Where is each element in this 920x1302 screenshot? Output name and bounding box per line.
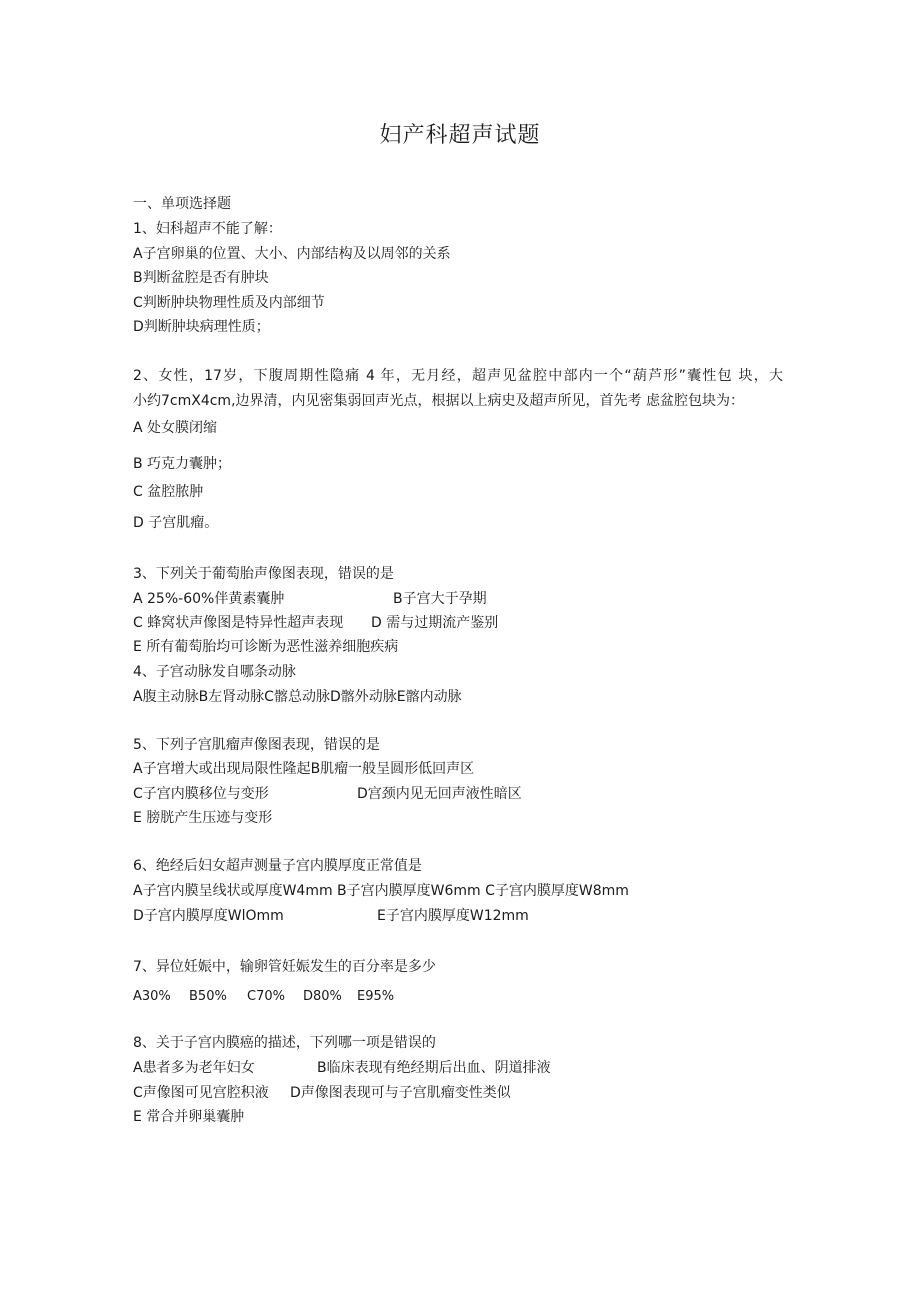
q2-option-d: D 子宫肌瘤。 <box>133 515 219 531</box>
q5-option-d: D宫颈内见无回声液性暗区 <box>357 786 522 802</box>
q2-option-b: B 巧克力囊肿； <box>133 456 232 472</box>
q1-option-d: D判断肿块病理性质； <box>133 319 270 335</box>
q1-option-c: C判断肿块物理性质及内部细节 <box>133 295 325 311</box>
q6-options-abc: A子宫内膜呈线状或厚度W4mm B子宫内膜厚度W6mm C子宫内膜厚度W8mm <box>133 883 629 899</box>
q7-option-b: B50% <box>189 989 227 1004</box>
q3-stem: 3、下列关于葡萄胎声像图表现，错误的是 <box>133 566 394 582</box>
q3-option-e: E 所有葡萄胎均可诊断为恶性滋养细胞疾病 <box>133 639 399 655</box>
q6-option-e: E子宫内膜厚度W12mm <box>377 908 529 924</box>
q7-option-d: D80% <box>303 989 342 1004</box>
q8-option-b: B临床表现有绝经期后出血、阴道排液 <box>317 1060 551 1076</box>
q3-option-a: A 25%-60%伴黄素囊肿 <box>133 591 285 607</box>
q5-options-ab: A子宫增大或出现局限性隆起B肌瘤一般呈圆形低回声区 <box>133 761 475 777</box>
q4-stem: 4、子宫动脉发自哪条动脉 <box>133 664 296 680</box>
q6-stem: 6、绝经后妇女超声测量子宫内膜厚度正常值是 <box>133 858 422 874</box>
q2-stem-line1: 2、女性，17岁，下腹周期性隐痛 4 年，无月经，超声见盆腔中部内一个“葫芦形”囊性包 块，大 <box>133 368 783 384</box>
q1-option-b: B判断盆腔是否有肿块 <box>133 270 269 286</box>
q8-option-e: E 常合并卵巢囊肿 <box>133 1109 245 1125</box>
q1-stem: 1、妇科超声不能了解： <box>133 221 282 237</box>
q2-option-a: A 处女膜闭缩 <box>133 420 218 436</box>
q8-stem: 8、关于子宫内膜癌的描述，下列哪一项是错误的 <box>133 1035 436 1051</box>
q7-option-a: A30% <box>133 989 171 1004</box>
q8-option-a: A患者多为老年妇女 <box>133 1060 255 1076</box>
q3-option-d: D 需与过期流产鉴别 <box>371 615 499 631</box>
q5-option-e: E 膀胱产生压迹与变形 <box>133 810 273 826</box>
q3-option-b: B子宫大于孕期 <box>393 591 487 607</box>
q2-stem-line2: 小约7cmX4cm,边界清，内见密集弱回声光点，根据以上病史及超声所见，首先考 虑盆腔包块为： <box>133 393 744 409</box>
q8-option-c: C声像图可见宫腔积液 <box>133 1085 269 1101</box>
q7-option-c: C70% <box>247 989 285 1004</box>
q3-option-c: C 蜂窝状声像图是特异性超声表现 <box>133 615 344 631</box>
q7-stem: 7、异位妊娠中，输卵管妊娠发生的百分率是多少 <box>133 959 436 975</box>
q6-option-d: D子宫内膜厚度WlOmm <box>133 908 284 924</box>
q8-option-d: D声像图表现可与子宫肌瘤变性类似 <box>290 1085 511 1101</box>
q7-option-e: E95% <box>357 989 395 1004</box>
q5-stem: 5、下列子宫肌瘤声像图表现，错误的是 <box>133 737 380 753</box>
q5-option-c: C子宫内膜移位与变形 <box>133 786 269 802</box>
q4-options: A腹主动脉B左肾动脉C髂总动脉D髂外动脉E髂内动脉 <box>133 689 462 705</box>
section-heading: 一、单项选择题 <box>133 196 231 212</box>
page-title: 妇产科超声试题 <box>379 123 541 148</box>
q1-option-a: A子宫卵巢的位置、大小、内部结构及以周邻的关系 <box>133 246 451 262</box>
q2-option-c: C 盆腔脓肿 <box>133 484 204 500</box>
